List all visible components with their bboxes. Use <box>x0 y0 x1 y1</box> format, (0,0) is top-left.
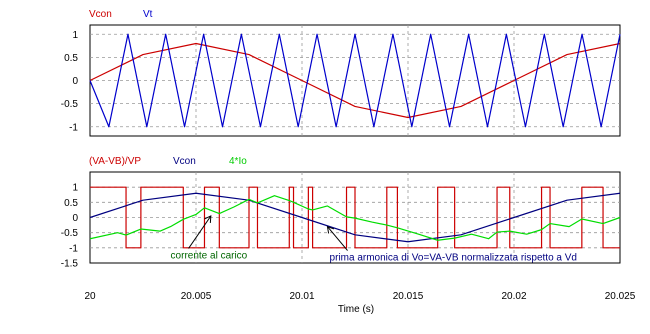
top-panel-legend <box>89 9 153 20</box>
top-panel <box>61 25 620 136</box>
ytick-label-bottom-3: -0.5 <box>60 228 78 240</box>
annotation-1: prima armonica di Vo=VA-VB normalizzata rispetto a Vd <box>329 252 577 264</box>
legend-4io: 4*Io <box>229 156 247 167</box>
xtick-label-5: 20.025 <box>604 291 636 302</box>
xtick-label-4: 20.02 <box>501 291 527 302</box>
ytick-label-top-2: 0 <box>72 76 78 87</box>
annotation-0: corrente al carico <box>170 250 248 262</box>
ytick-label-bottom-1: 0.5 <box>64 197 78 209</box>
ytick-label-bottom-5: -1.5 <box>60 258 78 270</box>
xtick-label-3: 20.015 <box>392 291 424 302</box>
ytick-label-bottom-2: 0 <box>72 213 78 224</box>
ytick-label-bottom-4: -1 <box>69 243 78 255</box>
xtick-label-1: 20.005 <box>180 291 212 302</box>
bottom-panel <box>61 172 636 302</box>
legend-vt: Vt <box>143 9 153 20</box>
bottom-panel-legend <box>89 156 247 167</box>
xtick-label-2: 20.01 <box>289 291 315 302</box>
x-axis-label: Time (s) <box>337 304 375 315</box>
legend-vcon-bottom: Vcon <box>173 156 196 167</box>
ytick-label-top-4: -1 <box>69 122 78 134</box>
ytick-label-top-0: 1 <box>72 29 78 41</box>
xtick-label-0: 20 <box>84 291 96 302</box>
ytick-label-top-1: 0.5 <box>64 52 78 64</box>
ytick-label-bottom-0: 1 <box>72 182 78 194</box>
legend-vcon-top: Vcon <box>89 9 112 20</box>
ytick-label-top-3: -0.5 <box>60 99 78 111</box>
legend-va-vb: (VA-VB)/VP <box>89 156 142 167</box>
